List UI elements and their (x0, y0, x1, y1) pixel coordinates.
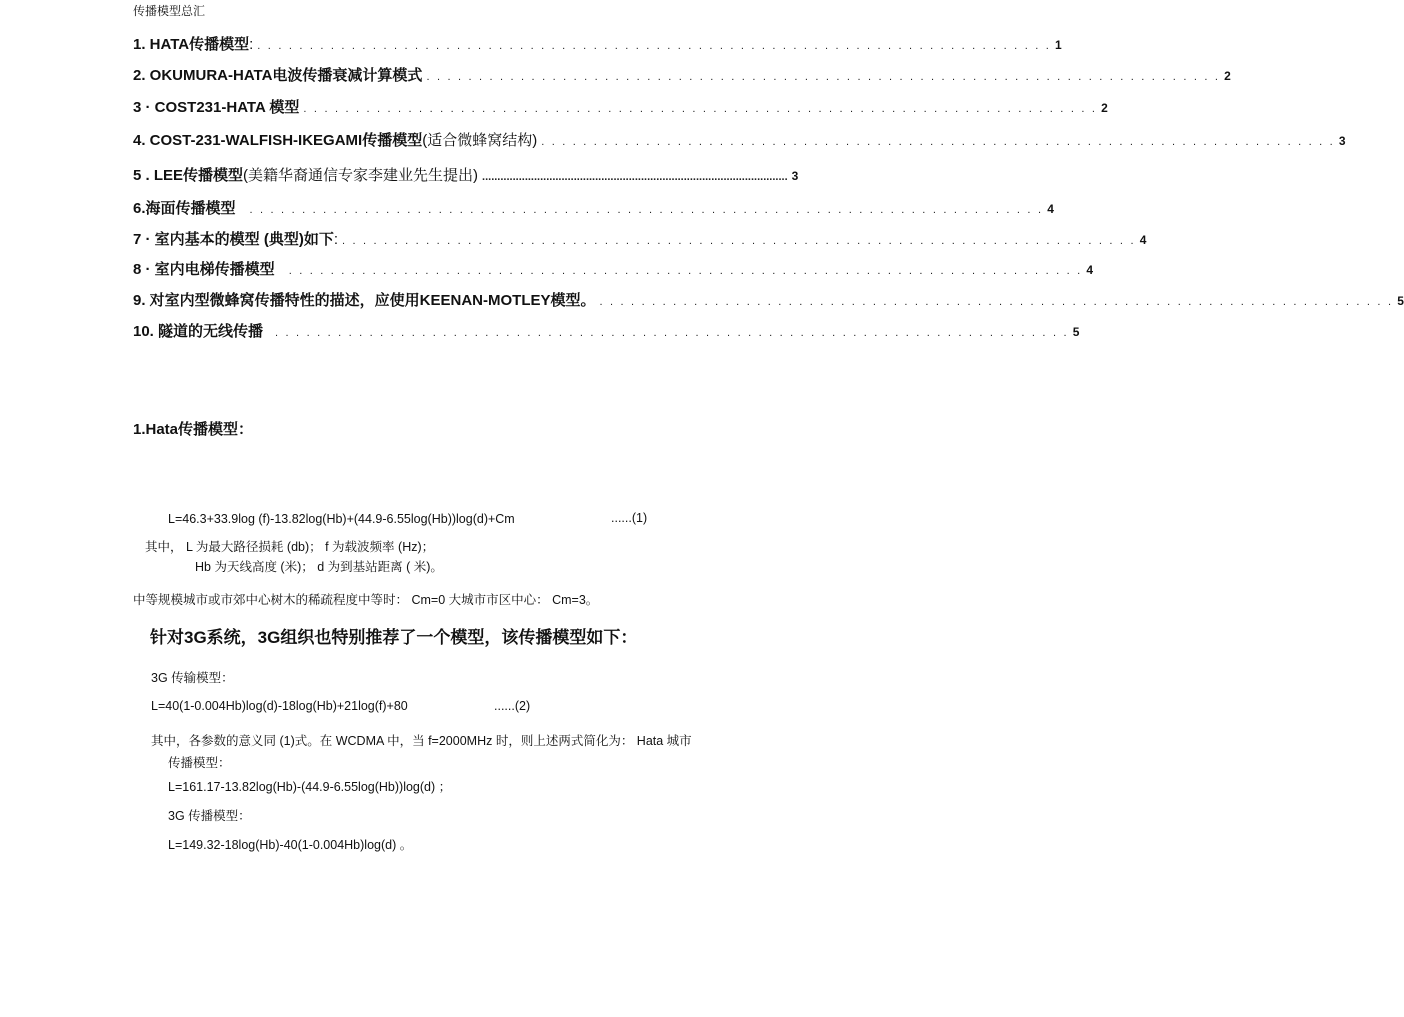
wcdma-paragraph: 其中，各参数的意义同 (1)式。在 WCDMA 中，当 f=2000MHz 时，则上述两式简化为： Hata 城市 (151, 734, 692, 748)
toc-page-number: 5 (1072, 325, 1080, 339)
toc-item-title: 10. 隧道的无线传播 (133, 323, 264, 340)
toc-item[interactable] (133, 320, 1080, 341)
toc-item[interactable] (133, 96, 1108, 117)
toc-dot-leader: .................................................................................................... (482, 171, 788, 183)
wcdma-paragraph-continued: 传播模型： (168, 756, 231, 770)
formula-1: L=46.3+33.9log (f)-13.82log(Hb)+(44.9-6.55log(Hb))log(d)+Cm (168, 512, 515, 526)
toc-item[interactable] (133, 228, 1147, 249)
document-header: 传播模型总汇 (133, 4, 206, 18)
toc-dot-leader: . . . . . . . . . . . . . . . . . . . . . . . . . . . . . . . . . . . . . . . . . . . . . . . . . . . . . . . . . . . . . . . . . . . . . . . . . . . . (288, 265, 1083, 277)
toc-item-title: 9. 对室内型微蜂窝传播特性的描述，应使用KEENAN-MOTLEY模型。 (133, 292, 596, 309)
formula-3: L=161.17-13.82log(Hb)-(44.9-6.55log(Hb))log(d) ； (168, 780, 452, 794)
3g-model-label: 3G 传输模型： (151, 671, 234, 685)
toc-item-title: 1. HATA传播模型: (133, 36, 254, 53)
toc-item-title: 7 · 室内基本的模型 (典型)如下: (133, 231, 339, 248)
toc-page-number: 4 (1139, 233, 1147, 247)
toc-page-number: 4 (1047, 202, 1054, 216)
toc-dot-leader: . . . . . . . . . . . . . . . . . . . . . . . . . . . . . . . . . . . . . . . . . . . . . . . . . . . . . . . . . . . . . . . . . . . . . . . . . . . . (257, 40, 1051, 52)
toc-page-number: 2 (1224, 69, 1231, 83)
toc-dot-leader: . . . . . . . . . . . . . . . . . . . . . . . . . . . . . . . . . . . . . . . . . . . . . . . . . . . . . . . . . . . . . . . . . . . . . . . . . . . . (249, 204, 1044, 216)
toc-dot-leader: . . . . . . . . . . . . . . . . . . . . . . . . . . . . . . . . . . . . . . . . . . . . . . . . . . . . . . . . . . . . . . . . . . . . . . . . . . . . (541, 136, 1335, 148)
formula-1-number: ......(1) (611, 511, 648, 525)
toc-dot-leader: . . . . . . . . . . . . . . . . . . . . . . . . . . . . . . . . . . . . . . . . . . . . . . . . . . . . . . . . . . . . . . . . . . . . . . . . . . . . (599, 296, 1394, 308)
toc-dot-leader: . . . . . . . . . . . . . . . . . . . . . . . . . . . . . . . . . . . . . . . . . . . . . . . . . . . . . . . . . . . . . . . . . . . . . . . . . . . . (426, 71, 1221, 83)
toc-page-number: 4 (1086, 263, 1094, 277)
toc-item-title: 3 · COST231-HATA 模型 (133, 99, 300, 116)
toc-page-number: 1 (1054, 38, 1062, 52)
toc-page-number: 2 (1101, 101, 1108, 115)
toc-item[interactable] (133, 129, 1346, 150)
3g-propagation-label: 3G 传播模型： (168, 809, 251, 823)
toc-item[interactable] (133, 164, 799, 185)
section-heading: 1.Hata传播模型： (133, 421, 254, 438)
3g-recommendation-note: 针对3G系统，3G组织也特别推荐了一个模型，该传播模型如下： (150, 628, 638, 647)
toc-item[interactable] (133, 289, 1404, 310)
toc-item-title: 6.海面传播模型 (133, 200, 236, 217)
formula-2-number: ......(2) (494, 699, 531, 713)
toc-page-number: 3 (1338, 134, 1346, 148)
toc-dot-leader: . . . . . . . . . . . . . . . . . . . . . . . . . . . . . . . . . . . . . . . . . . . . . . . . . . . . . . . . . . . . . . . . . . . . . . . . . . . . (303, 103, 1098, 115)
toc-dot-leader: . . . . . . . . . . . . . . . . . . . . . . . . . . . . . . . . . . . . . . . . . . . . . . . . . . . . . . . . . . . . . . . . . . . . . . . . . . . . (275, 327, 1069, 339)
toc-item[interactable] (133, 258, 1094, 279)
toc-item[interactable] (133, 64, 1231, 85)
toc-item-title: 2. OKUMURA-HATA电波传播衰减计算模式 (133, 67, 423, 84)
toc-item[interactable] (133, 197, 1054, 218)
formula-2: L=40(1-0.004Hb)log(d)-18log(Hb)+21log(f)+80 (151, 699, 408, 713)
formula-4: L=149.32-18log(Hb)-40(1-0.004Hb)log(d) 。 (168, 838, 413, 852)
toc-item-title: 8 · 室内电梯传播模型 (133, 261, 275, 278)
toc-item[interactable] (133, 33, 1062, 54)
toc-page-number: 5 (1397, 294, 1404, 308)
where-line-2: Hb 为天线高度 (米)； d 为到基站距离 ( 米)。 (195, 560, 443, 574)
toc-item-title: 4. COST-231-WALFISH-IKEGAMI传播模型(适合微蜂窝结构) (133, 132, 538, 149)
cm-note: 中等规模城市或市郊中心树木的稀疏程度中等时： Cm=0 大城市市区中心： Cm=3。 (133, 593, 599, 607)
where-line-1: 其中， L 为最大路径损耗 (db)； f 为载波频率 (Hz)； (145, 540, 435, 554)
toc-item-title: 5 . LEE传播模型(美籍华裔通信专家李建业先生提出) (133, 167, 479, 184)
toc-dot-leader: . . . . . . . . . . . . . . . . . . . . . . . . . . . . . . . . . . . . . . . . . . . . . . . . . . . . . . . . . . . . . . . . . . . . . . . . . . . . (342, 235, 1136, 247)
toc-page-number: 3 (791, 169, 799, 183)
